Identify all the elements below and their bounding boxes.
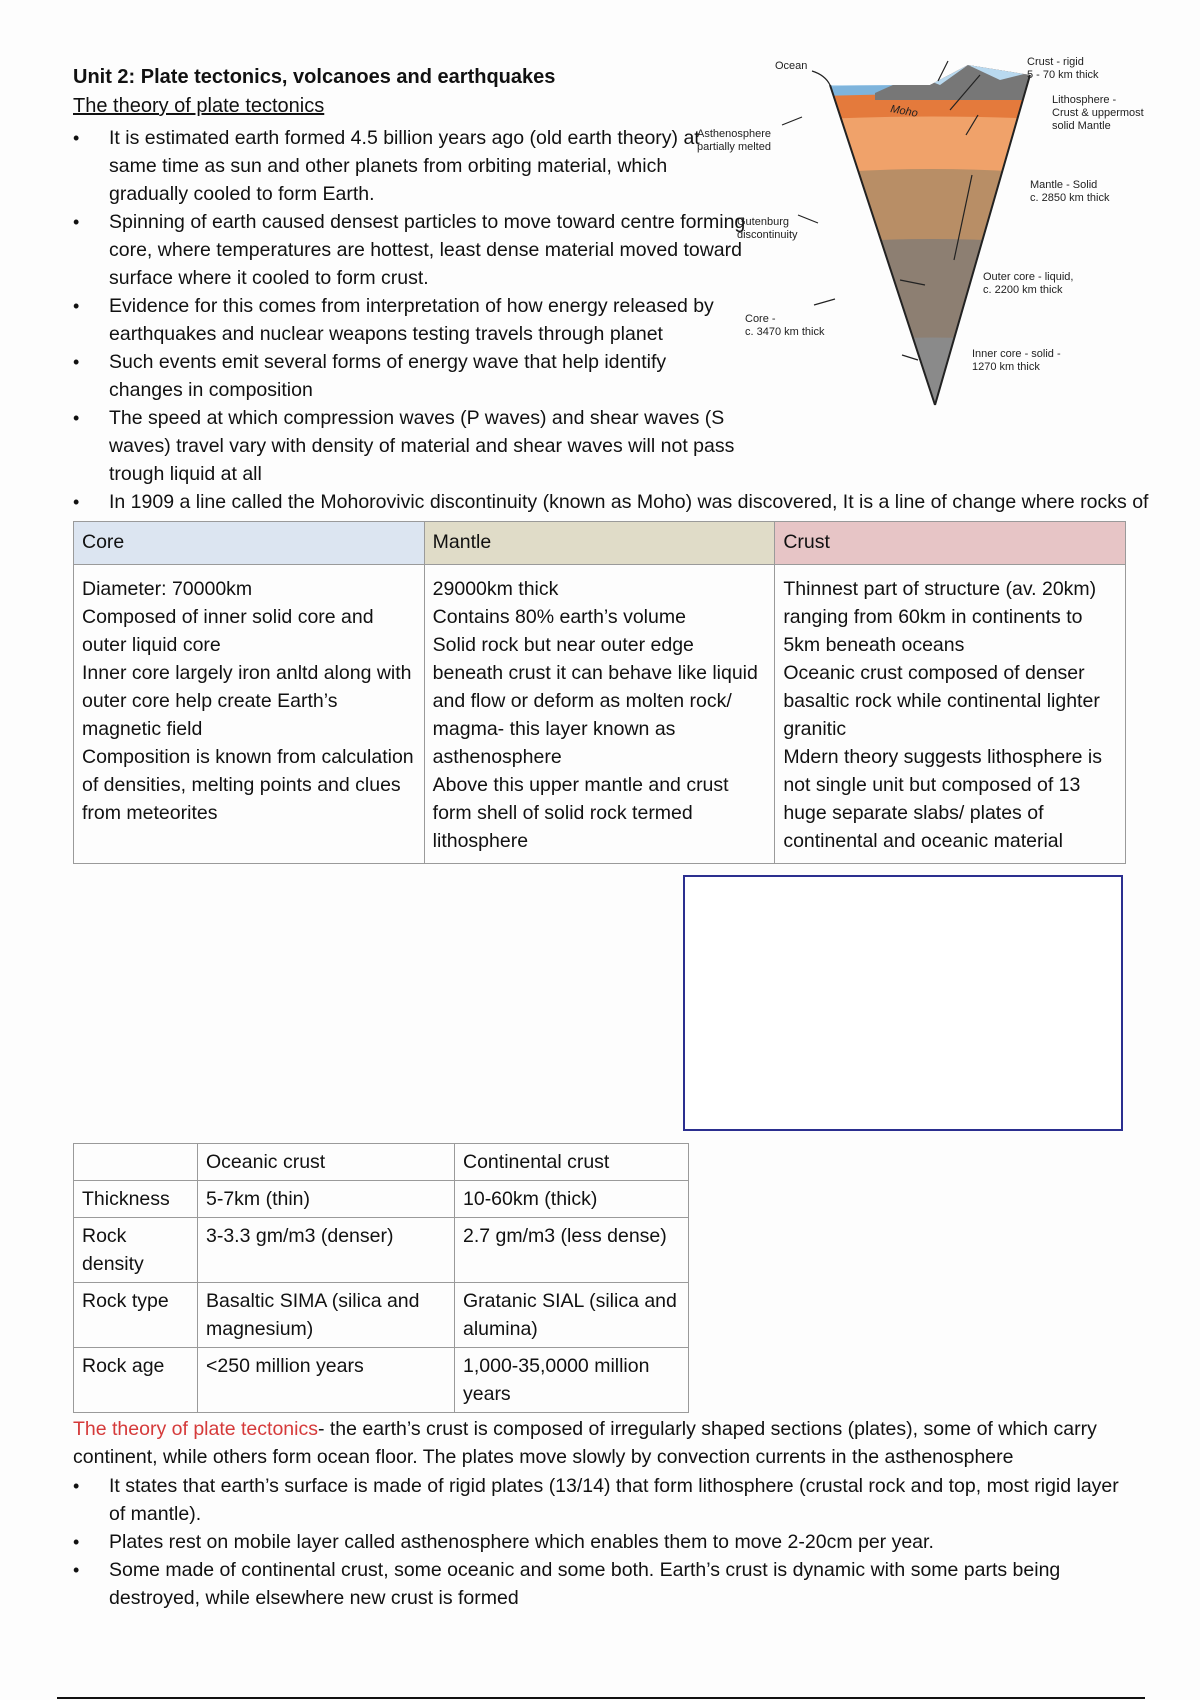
- label-ocean: Ocean: [775, 60, 808, 72]
- crust-comparison-table: [73, 1143, 689, 1413]
- label-gutenberg: Gutenburg: [737, 216, 789, 228]
- mantle-cell: [424, 565, 775, 864]
- oceanic-value: Basaltic SIMA (silica and magnesium): [198, 1283, 455, 1348]
- label-mantle-thickness: c. 2850 km thick: [1030, 192, 1110, 204]
- crust-line: Mdern theory suggests lithosphere is not single unit but composed of 13 huge separate slabs/ plates of continental and oceanic material: [783, 746, 1102, 852]
- core-line: Composition is known from calculation of densities, melting points and clues from meteorites: [82, 746, 414, 824]
- core-line: Inner core largely iron anltd along with outer core help create Earth’s magnetic field: [82, 662, 412, 740]
- continental-value: 2.7 gm/m3 (less dense): [455, 1218, 689, 1283]
- label-core-thickness: c. 3470 km thick: [745, 326, 825, 338]
- header-crust: Crust: [775, 522, 1126, 565]
- row-label: Rock density: [74, 1218, 198, 1283]
- bullet-item: • Spinning of earth caused densest particles to move toward centre forming core, where temperatures are hottest, least dense material moved toward surface where it cooled to form crust.: [73, 208, 749, 292]
- header-core: Core: [74, 522, 425, 565]
- bullet-item: • Plates rest on mobile layer called asthenosphere which enables them to move 2-20cm per year.: [73, 1528, 1133, 1556]
- empty-frame: [683, 875, 1123, 1131]
- label-crust-thickness: 5 - 70 km thick: [1027, 69, 1099, 81]
- label-lithosphere: Lithosphere -: [1052, 94, 1117, 106]
- core-cell: [74, 565, 425, 864]
- label-moho: Moho: [889, 103, 919, 120]
- table-row: [74, 1283, 689, 1348]
- table-header-row: [74, 1144, 689, 1181]
- bullet-item: • Such events emit several forms of energy wave that help identify changes in composition: [73, 348, 729, 404]
- label-inner-core-thickness: 1270 km thick: [972, 361, 1040, 373]
- header-mantle: Mantle: [424, 522, 775, 565]
- bullet-item: • Evidence for this comes from interpretation of how energy released by earthquakes and nuclear weapons testing travels through planet: [73, 292, 749, 348]
- label-inner-core: Inner core - solid -: [972, 348, 1061, 360]
- bullet-item: • It is estimated earth formed 4.5 billion years ago (old earth theory) at same time as sun and other planets from orbiting material, which gradually cooled to form Earth.: [73, 124, 749, 208]
- label-outer-core: Outer core - liquid,: [983, 271, 1074, 283]
- theory-text: - the earth’s crust is composed of irregularly shaped sections (plates), some of which carry continent, while others form ocean floor. The plates move slowly by convection currents in the asthenosphere: [73, 1418, 1097, 1468]
- label-mantle: Mantle - Solid: [1030, 179, 1098, 191]
- continental-value: Gratanic SIAL (silica and alumina): [455, 1283, 689, 1348]
- continental-value: 10-60km (thick): [455, 1181, 689, 1218]
- section-heading: The theory of plate tectonics: [73, 95, 325, 117]
- label-core: Core -: [745, 313, 776, 325]
- crust-line: Oceanic crust composed of denser basaltic rock while continental lighter granitic: [783, 662, 1100, 740]
- continental-crust: [875, 65, 1040, 100]
- core-line: Diameter: 70000km: [82, 578, 253, 600]
- row-label: Thickness: [74, 1181, 198, 1218]
- crust-cell: [775, 565, 1126, 864]
- bullet-item: • Some made of continental crust, some oceanic and some both. Earth’s crust is dynamic with some parts being destroyed, while elsewhere new crust is formed: [73, 1556, 1133, 1612]
- table-row: [74, 1218, 689, 1283]
- table-row: [74, 565, 1126, 864]
- header-blank: [74, 1144, 198, 1181]
- row-label: Rock type: [74, 1283, 198, 1348]
- label-crust: Crust - rigid: [1027, 56, 1084, 68]
- earth-layers-table: [73, 521, 1126, 864]
- document-title: Unit 2: Plate tectonics, volcanoes and earthquakes: [73, 66, 556, 88]
- bullet-item: • The speed at which compression waves (P waves) and shear waves (S waves) travel vary with density of material and shear waves will not pass trough liquid at all: [73, 404, 763, 488]
- mantle-line: 29000km thick: [432, 578, 559, 600]
- mantle-line: Above this upper mantle and crust form shell of solid rock termed lithosphere: [432, 774, 729, 852]
- table-header-row: [74, 522, 1126, 565]
- label-lithosphere-desc: Crust & uppermost: [1052, 107, 1144, 119]
- label-asthenosphere: Asthenosphere: [697, 128, 771, 140]
- theory-highlight: The theory of plate tectonics: [73, 1418, 318, 1440]
- oceanic-value: 5-7km (thin): [198, 1181, 455, 1218]
- earth-structure-diagram: [697, 55, 1180, 415]
- core-line: Composed of inner solid core and outer liquid core: [82, 606, 374, 656]
- oceanic-value: 3-3.3 gm/m3 (denser): [198, 1218, 455, 1283]
- crust-line: Thinnest part of structure (av. 20km) ranging from 60km in continents to 5km beneath oceans: [783, 578, 1097, 656]
- table-row: [74, 1181, 689, 1218]
- bullet-item: • It states that earth’s surface is made of rigid plates (13/14) that form lithosphere (crustal rock and top, most rigid layer of mantle).: [73, 1472, 1133, 1528]
- theory-bullet-list: [73, 1472, 1133, 1612]
- continental-value: 1,000-35,0000 million years: [455, 1348, 689, 1413]
- label-lithosphere-desc-2: solid Mantle: [1052, 120, 1111, 132]
- label-outer-core-thickness: c. 2200 km thick: [983, 284, 1063, 296]
- mantle-line: Contains 80% earth’s volume: [432, 606, 686, 628]
- header-continental-crust: Continental crust: [455, 1144, 689, 1181]
- theory-paragraph: [73, 1415, 1133, 1471]
- row-label: Rock age: [74, 1348, 198, 1413]
- bullet-item: • In 1909 a line called the Mohorovivic discontinuity (known as Moho) was discovered, It is a line of change where rocks of: [73, 488, 1169, 544]
- label-asthenosphere-desc: partially melted: [697, 141, 771, 153]
- label-gutenberg-desc: discontinuity: [737, 229, 798, 241]
- page-bottom-rule: [57, 1697, 1145, 1699]
- oceanic-value: <250 million years: [198, 1348, 455, 1413]
- table-row: [74, 1348, 689, 1413]
- header-oceanic-crust: Oceanic crust: [198, 1144, 455, 1181]
- mantle-line: Solid rock but near outer edge beneath crust it can behave like liquid and flow or deform as molten rock/ magma- this layer known as asthenosphere: [432, 634, 758, 768]
